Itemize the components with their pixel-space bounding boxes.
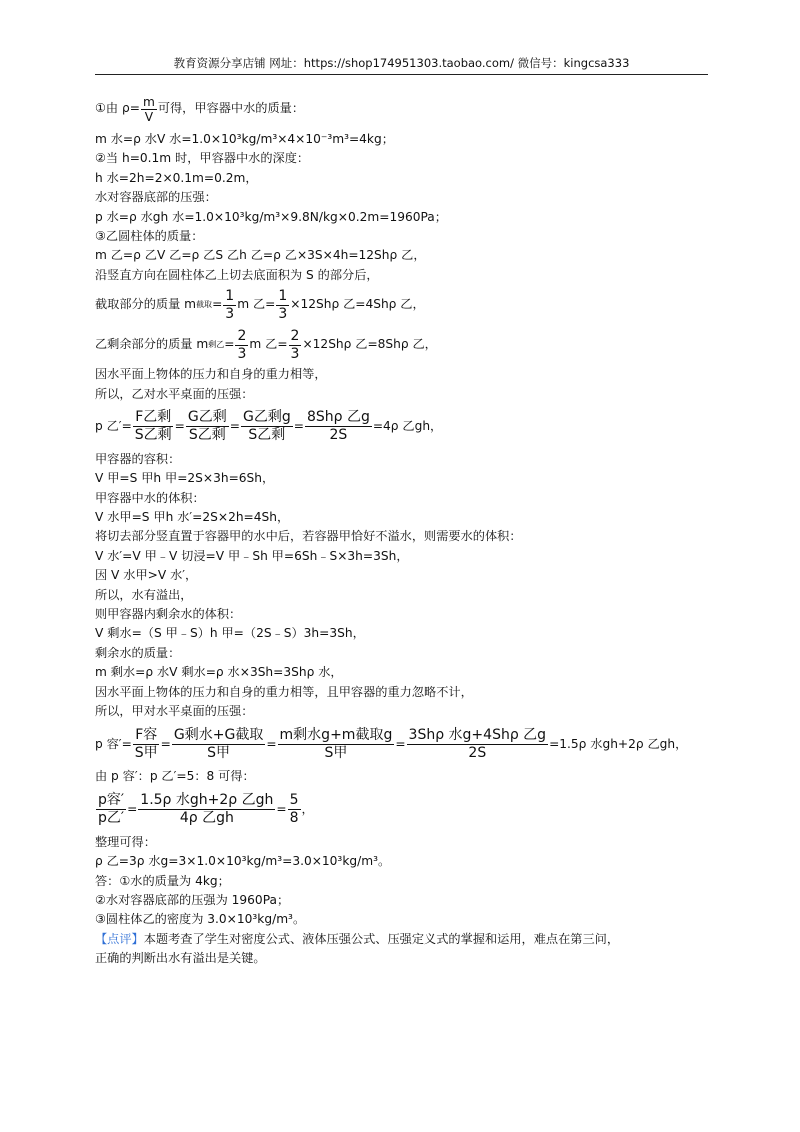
line: 则甲容器内剩余水的体积： [95,607,242,622]
line: 水对容器底部的压强： [95,190,217,205]
fraction: $\frac{1}{3}$ [225,287,235,322]
comment-line: 【点评】本题考查了学生对密度公式、液体压强公式、压强定义式的掌握和运用，难点在第三问， [95,931,620,946]
line: h 水=2h=2×0.1m=0.2m， [95,170,258,185]
answer-line: ②水对容器底部的压强为 1960Pa； [95,892,290,907]
fraction: $\frac{\text{1.5ρ 水gh+2ρ 乙gh}}{\text{4ρ 乙gh}}$ [140,792,274,827]
comment-tag: 【点评】 [95,931,144,946]
fraction: $\frac{\text{3Shρ 水g+4Shρ 乙g}}{2S}$ [408,726,547,761]
line: 由 p 容′：p 乙′=5：8 可得： [95,769,255,784]
fraction: $\frac{5}{8}$ [289,792,299,827]
line: V 水甲=S 甲h 水′=2S×2h=4Sh， [95,510,290,525]
fraction: $\frac{2}{3}$ [237,327,247,362]
fraction: $\frac{\text{p容′}}{\text{p乙′}}$ [98,792,125,827]
line-water-pressure: p 水=ρ 水gh 水=1.0×10³kg/m³×9.8N/kg×0.2m=1960Pa； [95,209,447,224]
line: 剩余水的质量： [95,645,181,660]
line-pressure-container: p 容′= $\frac{\text{F容}}{\text{S甲}}$ = $\frac{\text{G剩水+G截取}}{\text{S甲}}$ = $\frac{\text{m剩水g+m截取g}}{\text{S甲}}$ = $\frac{\text{3Shρ 水g+4Shρ 乙g}}{2S}$ =1.5ρ 水gh+2ρ 乙gh， [95,726,688,761]
line: 甲容器中水的体积： [95,490,205,505]
fraction: $\frac{\text{8Shρ 乙g}}{2S}$ [306,409,370,444]
fraction: $\frac{\text{G乙剩}}{\text{S乙剩}}$ [187,409,227,444]
line: ③乙圆柱体的质量： [95,228,204,243]
line: 所以，水有溢出， [95,587,193,602]
line-density-formula: ①由 ρ= $\frac{m}{V}$ 可得，甲容器中水的质量： [95,94,305,124]
answer-line: 答：①水的质量为 4kg； [95,873,230,888]
line: m 剩水=ρ 水V 剩水=ρ 水×3Sh=3Shρ 水， [95,665,343,680]
line: V 剩水=（S 甲﹣S）h 甲=（2S﹣S）3h=3Sh， [95,626,365,641]
comment-line: 正确的判断出水有溢出是关键。 [95,951,266,966]
line: ②当 h=0.1m 时，甲容器中水的深度： [95,151,310,166]
line-remaining-mass: 乙剩余部分的质量 m 剩乙 = $\frac{2}{3}$ m 乙= $\frac{2}{3}$ ×12Shρ 乙=8Shρ 乙， [95,327,437,362]
page-header [95,56,708,75]
line: V 水′=V 甲﹣V 切浸=V 甲﹣Sh 甲=6Sh﹣S×3h=3Sh， [95,548,409,563]
line-water-mass: m 水=ρ 水V 水=1.0×10³kg/m³×4×10⁻³m³=4kg； [95,132,394,146]
answer-line: ③圆柱体乙的密度为 3.0×10³kg/m³。 [95,912,306,927]
line-cut-mass: 截取部分的质量 m 截取 = $\frac{1}{3}$ m 乙= $\frac{1}{3}$ ×12Shρ 乙=4Shρ 乙， [95,287,425,322]
line: m 乙=ρ 乙V 乙=ρ 乙S 乙h 乙=ρ 乙×3S×4h=12Shρ 乙， [95,248,426,263]
line: V 甲=S 甲h 甲=2S×3h=6Sh， [95,471,275,486]
solution-body [95,96,715,969]
line: 因 V 水甲>V 水′， [95,568,198,583]
line-density-result: ρ 乙=3ρ 水g=3×1.0×10³kg/m³=3.0×10³kg/m³。 [95,854,391,869]
line: 因水平面上物体的压力和自身的重力相等， [95,367,327,382]
fraction: $\frac{1}{3}$ [278,287,288,322]
line: 沿竖直方向在圆柱体乙上切去底面积为 S 的部分后， [95,267,379,282]
fraction: $\frac{2}{3}$ [290,327,300,362]
line-ratio: $\frac{\text{p容′}}{\text{p乙′}}$ = $\frac{\text{1.5ρ 水gh+2ρ 乙gh}}{\text{4ρ 乙gh}}$ = $\frac{5}{8}$ ， [98,792,314,827]
line: 所以，甲对水平桌面的压强： [95,703,254,718]
header-text: 教育资源分享店铺 网址：https://shop174951303.taobao.com/ 微信号：kingcsa333 [173,56,630,70]
line: 所以，乙对水平桌面的压强： [95,386,254,401]
line: 整理可得： [95,834,156,849]
line-pressure-yi: p 乙′= $\frac{\text{F乙剩}}{\text{S乙剩}}$ = $\frac{\text{G乙剩}}{\text{S乙剩}}$ = $\frac{\text{G乙剩g}}{\text{S乙剩}}$ = $\frac{\text{8Shρ 乙g}}{2S}$ =4ρ 乙gh， [95,409,443,444]
fraction: $\frac{\text{G乙剩g}}{\text{S乙剩}}$ [242,409,291,444]
fraction: $\frac{\text{F乙剩}}{\text{S乙剩}}$ [134,409,172,444]
fraction-m-over-v: $\frac{m}{V}$ [142,94,155,124]
line: 将切去部分竖直置于容器甲的水中后，若容器甲恰好不溢水，则需要水的体积： [95,529,522,544]
line: 因水平面上物体的压力和自身的重力相等，且甲容器的重力忽略不计， [95,684,473,699]
line: 甲容器的容积： [95,451,181,466]
fraction: $\frac{\text{m剩水g+m截取g}}{\text{S甲}}$ [279,726,393,761]
fraction: $\frac{\text{F容}}{\text{S甲}}$ [134,726,158,761]
fraction: $\frac{\text{G剩水+G截取}}{\text{S甲}}$ [173,726,264,761]
